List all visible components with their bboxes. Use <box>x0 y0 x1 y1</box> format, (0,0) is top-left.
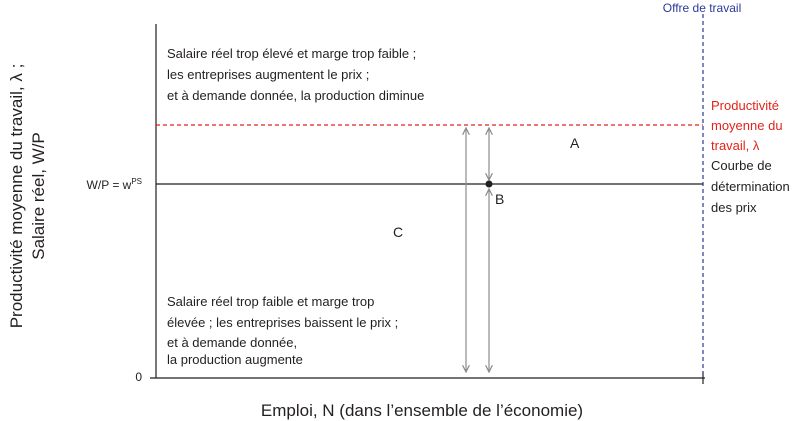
productivity-label-line3: travail, λ <box>711 138 760 153</box>
bottom-region-text-line1: Salaire réel trop faible et marge trop <box>167 294 375 309</box>
top-region-text-line1: Salaire réel trop élevé et marge trop faible ; <box>167 46 417 61</box>
wage-label-superscript: PS <box>131 177 142 186</box>
productivity-label-line1: Productivité <box>711 98 779 113</box>
wage-label-main: W/P = w <box>86 178 132 192</box>
y-axis-label-line2: Salaire réel, W/P <box>29 132 48 260</box>
price-setting-label-line1: Courbe de <box>711 158 772 173</box>
point-label-b: B <box>495 191 505 207</box>
top-region-text-line2: les entreprises augmentent le prix ; <box>167 67 370 82</box>
origin-label: 0 <box>135 370 142 384</box>
bottom-region-text-line2: élevée ; les entreprises baissent le prix ; <box>167 315 399 330</box>
price-setting-label-line2: détermination <box>711 179 790 194</box>
price-setting-label-line3: des prix <box>711 200 757 215</box>
productivity-label-line2: moyenne du <box>711 118 783 133</box>
bottom-region-text-line4: la production augmente <box>167 352 303 367</box>
bottom-region-text-line3: et à demande donnée, <box>167 335 298 350</box>
x-axis-label: Emploi, N (dans l’ensemble de l’économie) <box>260 401 584 420</box>
top-region-text-line3: et à demande donnée, la production diminue <box>167 88 425 103</box>
y-axis-label-line1: Productivité moyenne du travail, λ ; <box>7 63 26 329</box>
point-b <box>486 181 493 188</box>
region-label-c: C <box>393 224 404 240</box>
region-label-a: A <box>570 135 580 151</box>
wage-label <box>87 177 142 192</box>
labor-supply-label: Offre de travail <box>662 1 742 15</box>
